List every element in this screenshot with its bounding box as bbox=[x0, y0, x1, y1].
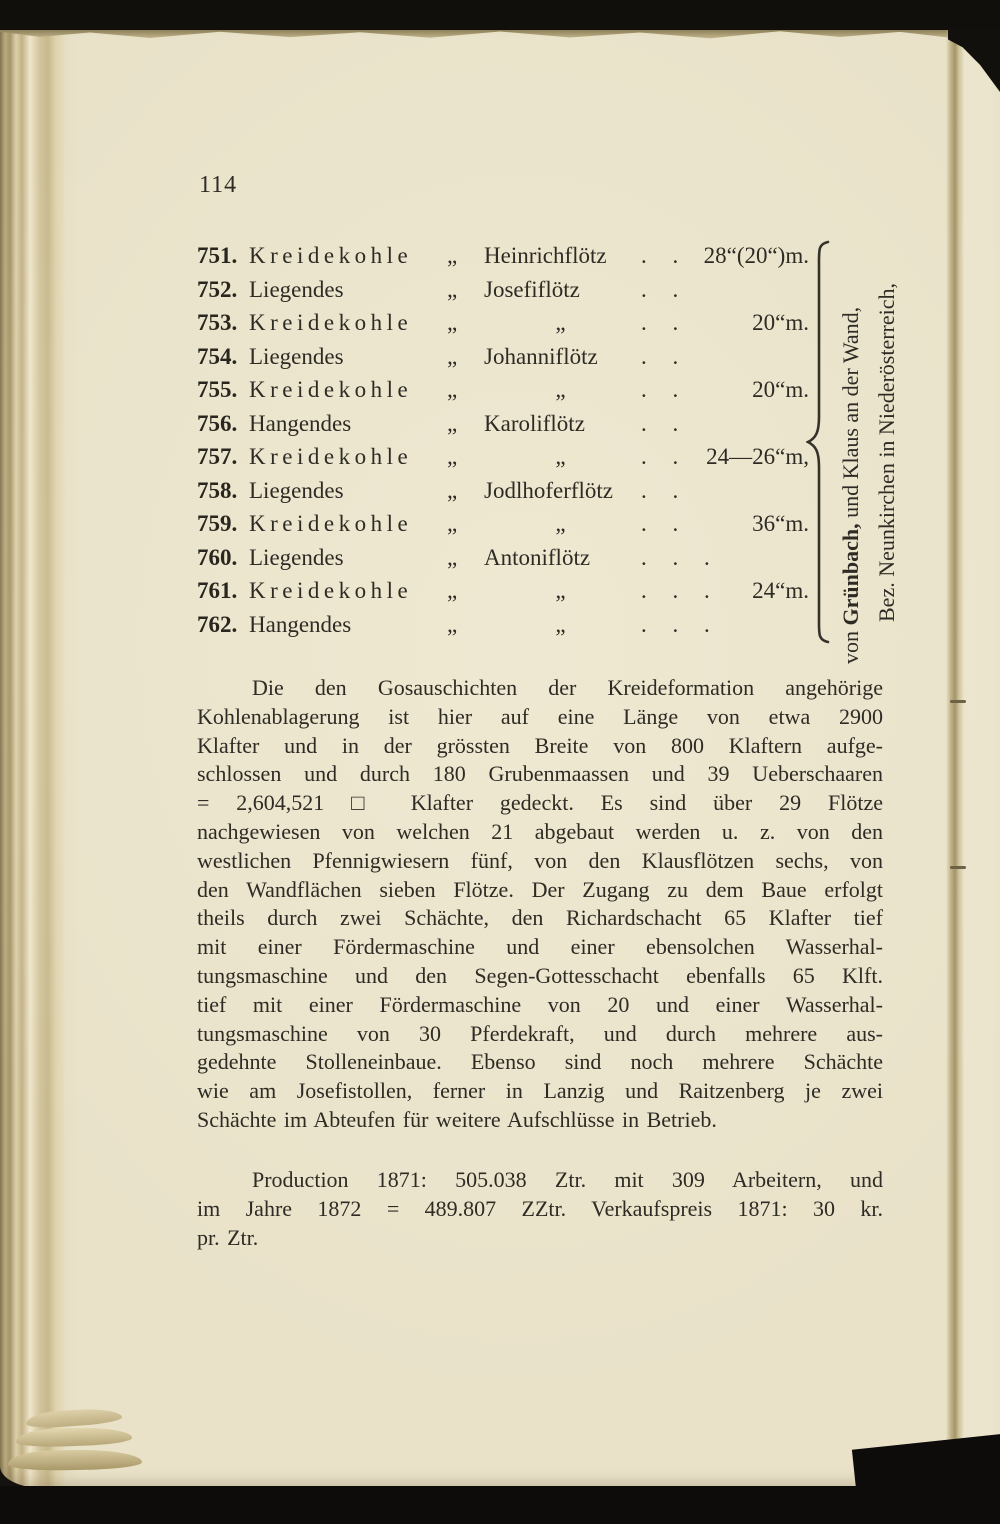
list-row bbox=[197, 440, 809, 474]
list-row bbox=[197, 407, 809, 441]
entry-term: Kreidekohle bbox=[249, 444, 413, 469]
text-line: pr. Ztr. bbox=[197, 1224, 259, 1250]
leader-dots: . . bbox=[641, 243, 680, 268]
list-row bbox=[197, 373, 809, 407]
entry-term: Kreidekohle bbox=[249, 310, 413, 335]
flotz-name: „ bbox=[555, 444, 566, 469]
text-line: Production 1871: 505.038 Ztr. mit 309 Arbeitern, und bbox=[252, 1167, 883, 1192]
leader-dots: . . bbox=[641, 310, 680, 335]
measurement: 20“m. bbox=[752, 377, 809, 402]
text-line: nachgewiesen von welchen 21 abgebaut werden u. z. von den bbox=[197, 818, 883, 844]
sidenote-place-bold: Grünbach, bbox=[838, 523, 863, 626]
text-line: gedehnte Stolleneinbaue. Ebenso sind noch mehrere Schächte bbox=[197, 1049, 883, 1075]
scan-border-bottom bbox=[0, 1486, 1000, 1524]
leader-dots: . . bbox=[641, 410, 680, 436]
scan-border-top bbox=[0, 0, 1000, 30]
entry-term: Hangendes bbox=[249, 410, 352, 436]
list-row bbox=[197, 474, 809, 508]
entry-term: Kreidekohle bbox=[249, 578, 413, 603]
ditto-mark: „ bbox=[447, 377, 458, 402]
leader-dots: . . bbox=[641, 477, 680, 503]
ditto-mark: „ bbox=[447, 310, 458, 335]
flotz-name: „ bbox=[555, 377, 566, 402]
body-paragraph-2 bbox=[197, 1166, 883, 1252]
leader-dots: . . . bbox=[641, 611, 711, 637]
ditto-mark: „ bbox=[447, 611, 458, 637]
gutter-mark bbox=[950, 700, 966, 703]
ditto-mark: „ bbox=[447, 343, 458, 369]
sidenote-text: von bbox=[838, 625, 863, 664]
entry-number: 761. bbox=[197, 578, 238, 603]
adjacent-page-strip bbox=[964, 28, 1000, 1488]
page-number: 114 bbox=[199, 172, 238, 198]
entry-number: 754. bbox=[197, 343, 238, 369]
leader-dots: . . bbox=[641, 276, 680, 302]
text-line: Schächte im Abteufen für weitere Aufschlüsse in Betrieb. bbox=[197, 1106, 717, 1132]
text-line: Klafter und in der grössten Breite von 800 Klaftern aufge- bbox=[197, 732, 883, 758]
flotz-name: „ bbox=[555, 611, 566, 637]
gutter-mark bbox=[950, 866, 966, 869]
text-line: Die den Gosauschichten der Kreideformation angehörige bbox=[252, 675, 883, 700]
measurement: 20“m. bbox=[752, 310, 809, 335]
entry-term: Liegendes bbox=[249, 477, 344, 503]
leader-dots: . . bbox=[641, 377, 680, 402]
ditto-mark: „ bbox=[447, 544, 458, 570]
ditto-mark: „ bbox=[447, 477, 458, 503]
measurement: 36“m. bbox=[752, 511, 809, 536]
ditto-mark: „ bbox=[447, 511, 458, 536]
entry-term: Kreidekohle bbox=[249, 243, 413, 268]
body-paragraph-1 bbox=[197, 674, 883, 1135]
text-line: westlichen Pfennigwiesern fünf, von den Klausflötzen sechs, von bbox=[197, 847, 883, 873]
list-row bbox=[197, 541, 809, 575]
flotz-name: Karoliflötz bbox=[484, 410, 585, 436]
ditto-mark: „ bbox=[447, 243, 458, 268]
sidenote-line: Bez. Neunkirchen in Niederösterreich, bbox=[874, 282, 899, 622]
text-line: Kohlenablagerung ist hier auf eine Länge von etwa 2900 bbox=[197, 703, 883, 729]
entry-term: Liegendes bbox=[249, 544, 344, 570]
entry-term: Kreidekohle bbox=[249, 377, 413, 402]
leader-dots: . . . bbox=[641, 578, 711, 603]
leader-dots: . . . bbox=[641, 544, 711, 570]
entry-number: 762. bbox=[197, 611, 238, 637]
flotz-name: Antoniflötz bbox=[484, 544, 591, 570]
entry-number: 755. bbox=[197, 377, 238, 402]
text-line: tief mit einer Fördermaschine von 20 und einer Wasserhal- bbox=[197, 991, 883, 1017]
sidenote-text: und Klaus an der Wand, bbox=[838, 306, 863, 524]
flotz-name: „ bbox=[555, 511, 566, 536]
entry-number: 752. bbox=[197, 276, 238, 302]
text-line: wie am Josefistollen, ferner in Lanzig und Raitzenberg je zwei bbox=[197, 1078, 883, 1104]
measurement: 24—26“m, bbox=[706, 444, 809, 469]
entry-number: 759. bbox=[197, 511, 238, 536]
entry-term: Kreidekohle bbox=[249, 511, 413, 536]
flotz-name: „ bbox=[555, 310, 566, 335]
rotated-sidenote bbox=[833, 228, 907, 664]
leader-dots: . . bbox=[641, 444, 680, 469]
text-line: tungsmaschine und den Segen-Gottesschacht ebenfalls 65 Klft. bbox=[197, 962, 883, 988]
coal-seam-list bbox=[197, 239, 809, 641]
stacked-page-edge bbox=[26, 1407, 123, 1430]
text-line: schlossen und durch 180 Grubenmaassen und 39 Ueberschaaren bbox=[197, 761, 883, 787]
entry-term: Liegendes bbox=[249, 276, 344, 302]
text-line: mit einer Fördermaschine und einer ebensolchen Wasserhal- bbox=[197, 934, 883, 960]
entry-term: Hangendes bbox=[249, 611, 352, 637]
list-row bbox=[197, 306, 809, 340]
flotz-name: Jodlhoferflötz bbox=[484, 477, 614, 503]
ditto-mark: „ bbox=[447, 410, 458, 436]
sidenote-line bbox=[833, 228, 869, 664]
list-row bbox=[197, 574, 809, 608]
list-row bbox=[197, 608, 809, 642]
ditto-mark: „ bbox=[447, 276, 458, 302]
entry-number: 751. bbox=[197, 243, 238, 268]
ditto-mark: „ bbox=[447, 444, 458, 469]
list-row bbox=[197, 507, 809, 541]
text-line: = 2,604,521 □ Klafter gedeckt. Es sind über 29 Flötze bbox=[197, 790, 883, 816]
stacked-page-edge bbox=[8, 1449, 142, 1471]
flotz-name: Johanniflötz bbox=[484, 343, 598, 369]
leader-dots: . . bbox=[641, 511, 680, 536]
text-line: den Wandflächen sieben Flötze. Der Zugang zu dem Baue erfolgt bbox=[197, 876, 883, 902]
text-line: im Jahre 1872 = 489.807 ZZtr. Verkaufspreis 1871: 30 kr. bbox=[197, 1195, 883, 1221]
measurement: 28“(20“)m. bbox=[703, 243, 809, 268]
entry-number: 753. bbox=[197, 310, 238, 335]
list-row bbox=[197, 340, 809, 374]
grouping-brace-icon bbox=[806, 240, 830, 644]
entry-number: 756. bbox=[197, 410, 238, 436]
page-paper bbox=[0, 28, 1000, 1488]
list-row bbox=[197, 239, 809, 273]
text-line: theils durch zwei Schächte, den Richardschacht 65 Klafter tief bbox=[197, 905, 883, 931]
entry-term: Liegendes bbox=[249, 343, 344, 369]
flotz-name: „ bbox=[555, 578, 566, 603]
ditto-mark: „ bbox=[447, 578, 458, 603]
leader-dots: . . bbox=[641, 343, 680, 369]
page-gutter-fold bbox=[946, 28, 964, 1488]
entry-number: 760. bbox=[197, 544, 238, 570]
flotz-name: Josefiflötz bbox=[484, 276, 580, 302]
stacked-page-edge bbox=[16, 1426, 133, 1448]
entry-number: 758. bbox=[197, 477, 238, 503]
text-line: tungsmaschine von 30 Pferdekraft, und durch mehrere aus- bbox=[197, 1020, 883, 1046]
measurement: 24“m. bbox=[752, 578, 809, 603]
flotz-name: Heinrichflötz bbox=[484, 243, 607, 268]
list-row bbox=[197, 273, 809, 307]
entry-number: 757. bbox=[197, 444, 238, 469]
